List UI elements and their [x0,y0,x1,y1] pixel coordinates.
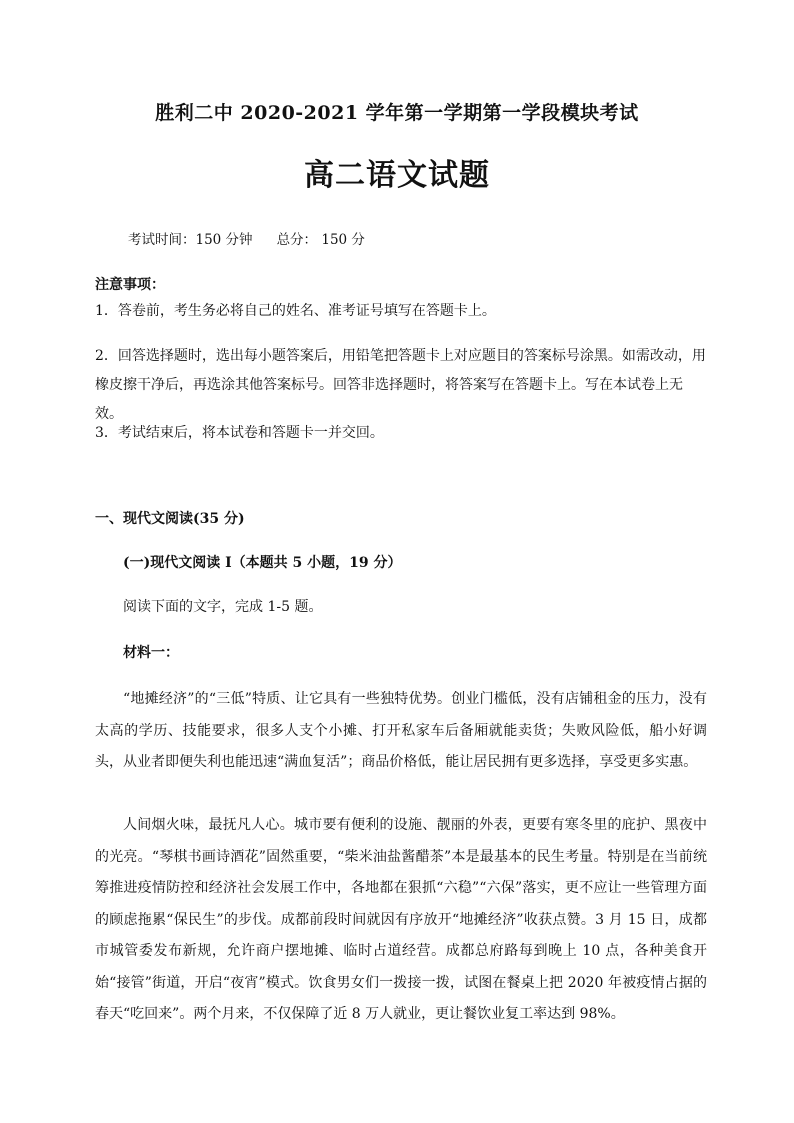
school-exam-title: 胜利二中 2020-2021 学年第一学期第一学段模块考试 [155,102,639,124]
reading-instruction: 阅读下面的文字，完成 1-5 题。 [123,599,323,615]
material-paragraph: 人间烟火味，最抚凡人心。城市要有便利的设施、靓丽的外表，更要有寒冬里的庇护、黑夜中的光亮。“琴棋书画诗酒花”固然重要，“柴米油盐酱醋茶”本是最基本的民生考量。特别是在当前统筹推进疫情防控和经济社会发展工作中，各地都在狠抓“六稳”“六保”落实，更不应让一些管理方面的顾虑拖累“保民生”的步伐。成都前段时间就因有序放开“地摊经济”收获点赞。3 月 15 日，成都市城管委发布新规，允许商户摆地摊、临时占道经营。成都总府路每到晚上 10 点，各种美食开始“接管”街道，开启“夜宵”模式。饮食男女们一拨接一拨，试图在餐桌上把 2020 年被疫情占据的春天“吃回来”。两个月来，不仅保障了近 8 万人就业，更让餐饮业复工率达到 98%。 [95,817,707,1022]
note-item-2: 2．回答选择题时，选出每小题答案后，用铅笔把答题卡上对应题目的答案标号涂黑。如需改动，用橡皮擦干净后，再选涂其他答案标号。回答非选择题时，将答案写在答题卡上。写在本试卷上无效。 [95,348,706,422]
note-item-3: 3．考试结束后，将本试卷和答题卡一并交回。 [95,425,384,441]
section-heading: 一、现代文阅读(35 分) [95,511,245,527]
exam-meta [128,228,365,248]
exam-title: 高二语文试题 [304,158,490,193]
exam-total-score: 总分： 150 分 [276,232,365,248]
material-label: 材料一： [123,645,179,661]
note-item-1: 1．答卷前，考生务必将自己的姓名、准考证号填写在答题卡上。 [95,303,496,319]
notes-heading: 注意事项： [95,277,165,293]
material-paragraph: “地摊经济”的“三低”特质、让它具有一些独特优势。创业门槛低，没有店铺租金的压力，没有太高的学历、技能要求，很多人支个小摊、打开私家车后备厢就能卖货；失败风险低，船小好调头，从业者即便失利也能迅速“满血复活”；商品价格低，能让居民拥有更多选择，享受更多实惠。 [95,691,707,770]
exam-time: 考试时间：150 分钟 [128,232,253,248]
subsection-heading: (一)现代文阅读 I（本题共 5 小题，19 分） [123,555,402,571]
